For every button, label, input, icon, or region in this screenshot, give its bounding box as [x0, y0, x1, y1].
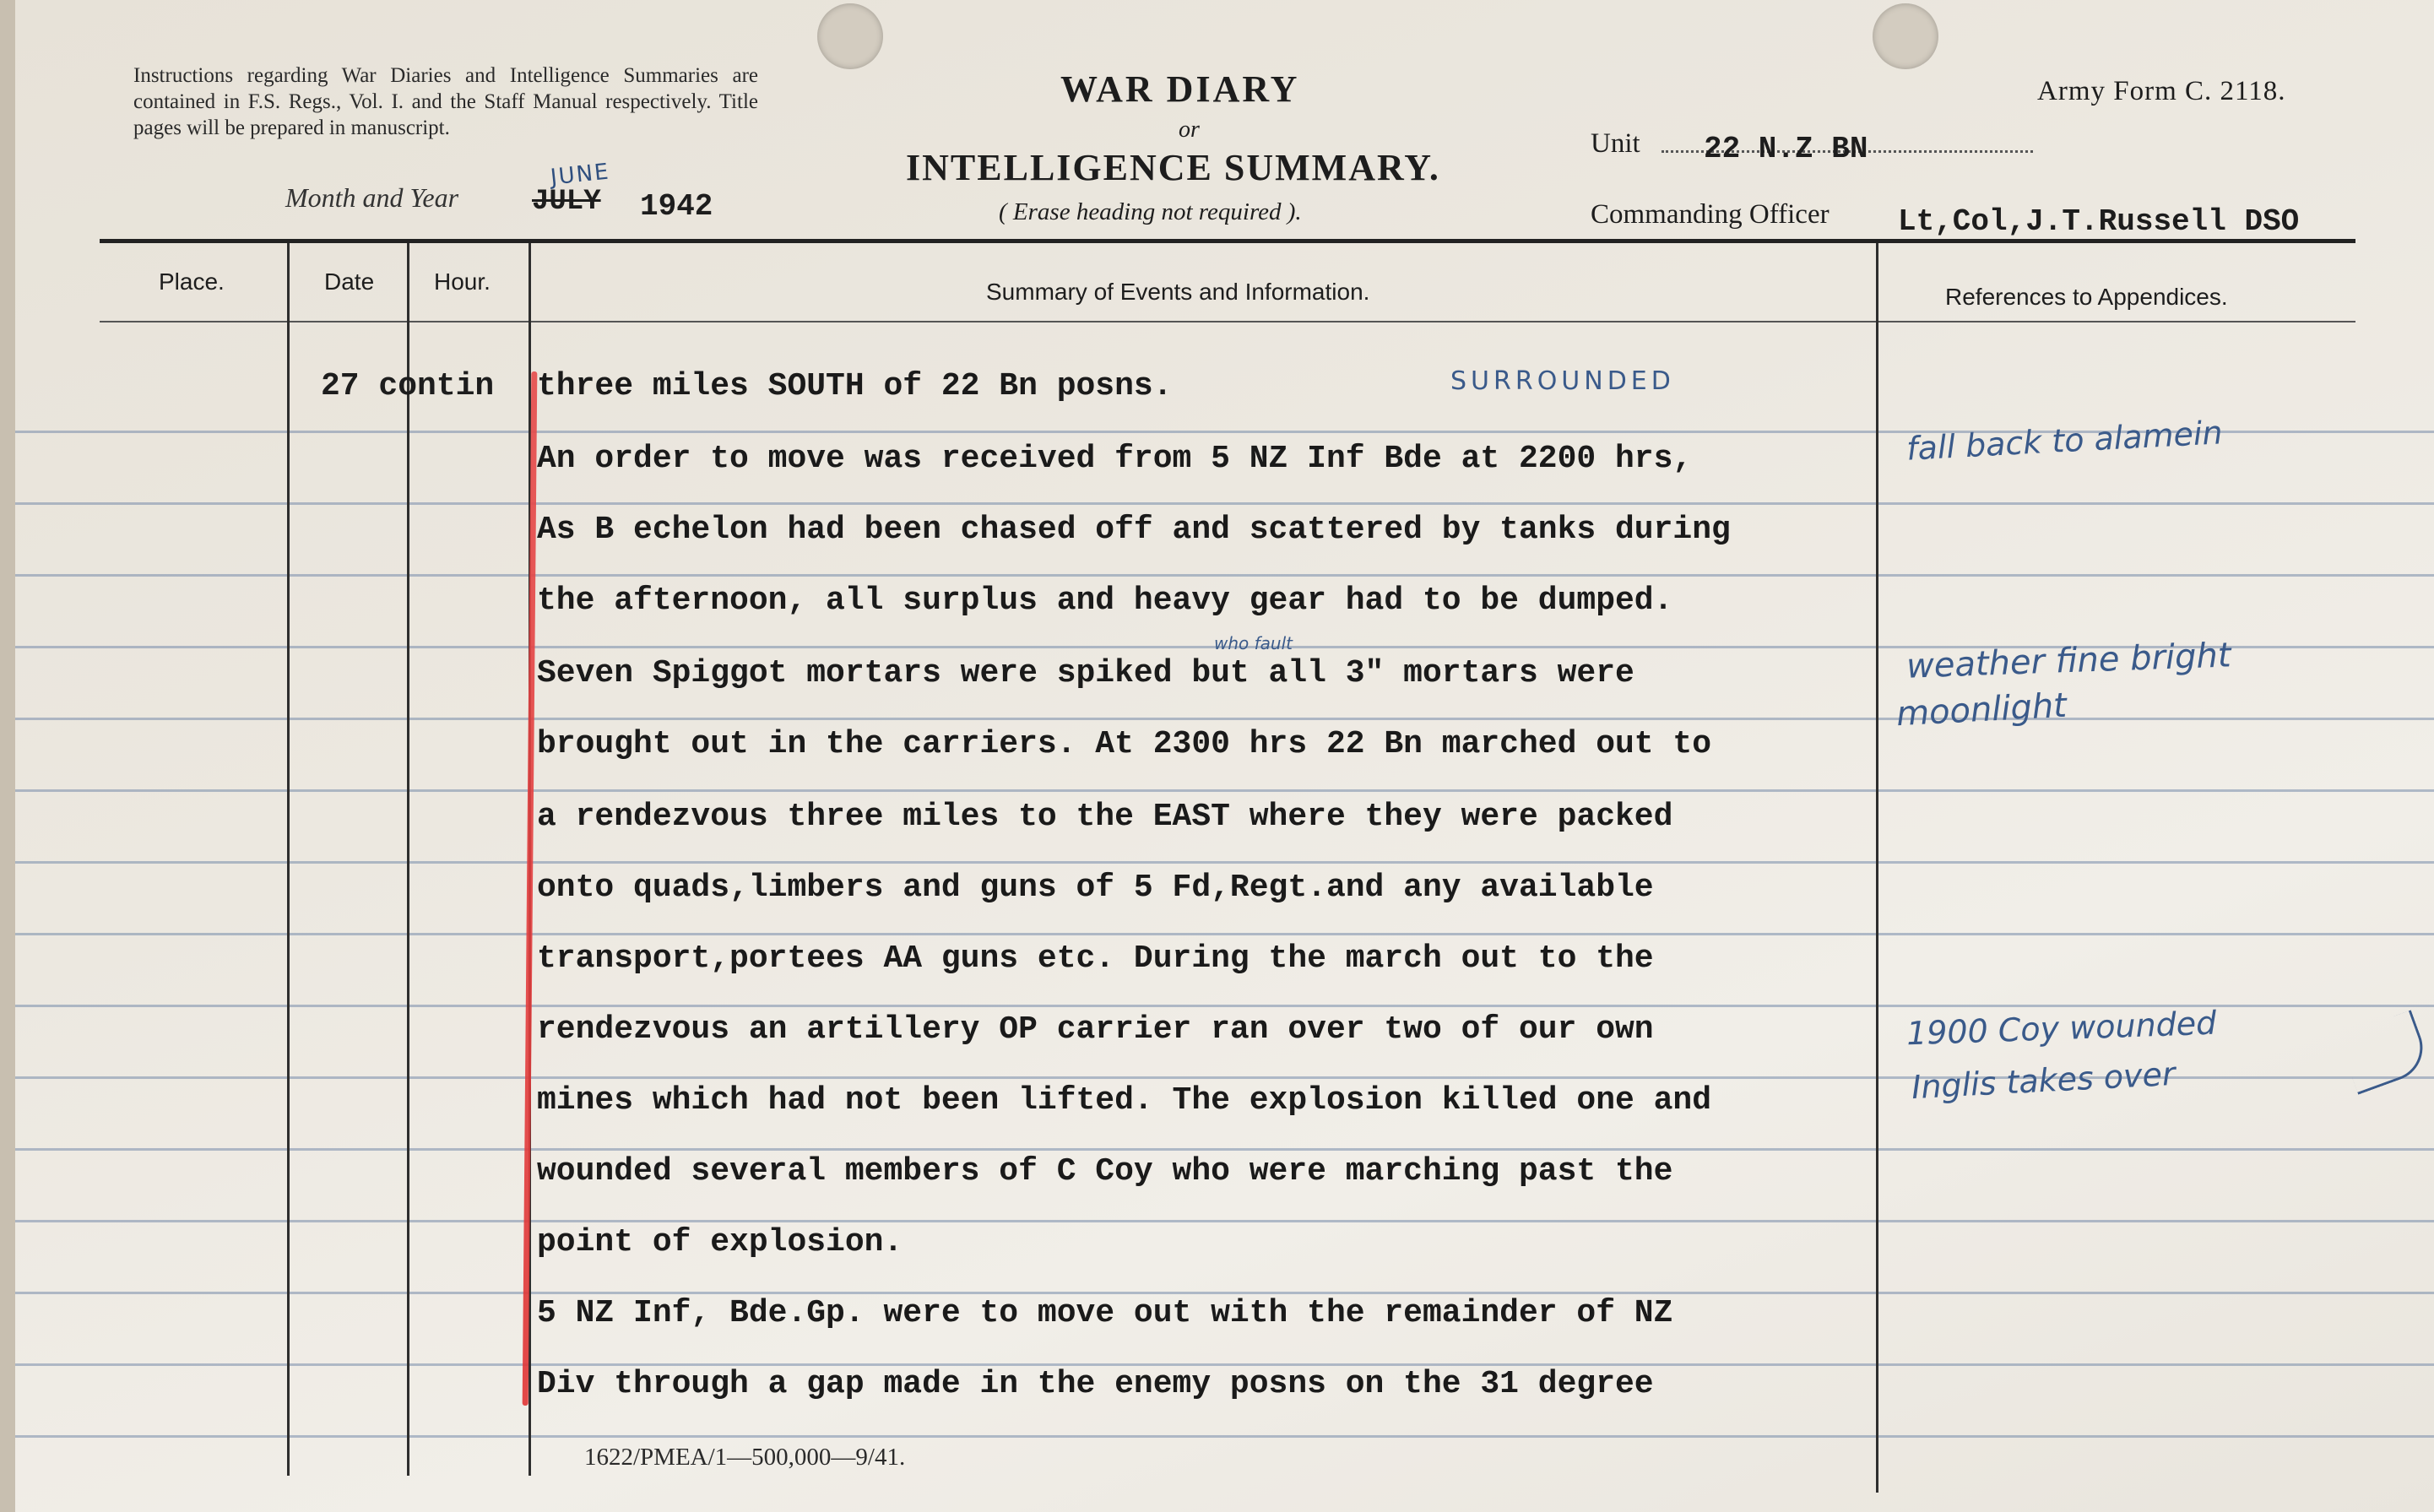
page-left-edge [0, 0, 15, 1512]
header-bottom-rule [100, 321, 2355, 322]
handwritten-month: JUNE [549, 159, 611, 191]
summary-line: three miles SOUTH of 22 Bn posns. [537, 368, 1173, 404]
date-entry: 27 contin [321, 368, 495, 404]
erase-note: ( Erase heading not required ). [999, 198, 1302, 225]
unit-value: 22 N.Z BN [1704, 132, 1868, 166]
summary-line: point of explosion. [537, 1224, 903, 1260]
year-value: 1942 [640, 189, 713, 224]
header-top-rule [100, 239, 2355, 243]
summary-line: rendezvous an artillery OP carrier ran over two of our own [537, 1011, 1654, 1048]
instructions-text: Instructions regarding War Diaries and Intelligence Summaries are contained in F.S. Regs., Vol. I. and the Staff Manual respectively. Title pages will be prepared in manuscript. [133, 64, 758, 139]
summary-line: onto quads,limbers and guns of 5 Fd,Regt.and any available [537, 870, 1654, 906]
title-or: or [1179, 117, 1200, 143]
summary-line: a rendezvous three miles to the EAST where they were packed [537, 799, 1673, 835]
summary-line: As B echelon had been chased off and scattered by tanks during [537, 512, 1731, 548]
handwritten-note: fall back to alamein [1905, 414, 2224, 468]
column-divider [287, 243, 290, 1476]
title-intelligence-summary: INTELLIGENCE SUMMARY. [906, 147, 1440, 188]
war-diary-page [15, 0, 2434, 1512]
army-form-number: Army Form C. 2118. [2037, 76, 2286, 106]
summary-line: the afternoon, all surplus and heavy gear had to be dumped. [537, 583, 1673, 619]
punch-hole [1873, 3, 1938, 69]
handwritten-note: weather fine bright [1905, 636, 2232, 686]
month-year-label: Month and Year [285, 182, 459, 213]
summary-line: 5 NZ Inf, Bde.Gp. were to move out with the remainder of NZ [537, 1295, 1673, 1331]
handwritten-note: 1900 Coy wounded [1905, 1004, 2217, 1053]
commanding-officer-value: Lt,Col,J.T.Russell DSO [1898, 204, 2300, 239]
summary-line: brought out in the carriers. At 2300 hrs 22 Bn marched out to [537, 726, 1712, 762]
handwritten-surrounded: SURROUNDED [1450, 366, 1675, 396]
summary-line: transport,portees AA guns etc. During the march out to the [537, 940, 1654, 977]
summary-line: An order to move was received from 5 NZ Inf Bde at 2200 hrs, [537, 441, 1693, 477]
column-header-date: Date [324, 268, 375, 295]
struck-month: JULY [532, 186, 601, 218]
summary-line: wounded several members of C Coy who were marching past the [537, 1153, 1673, 1190]
title-war-diary: WAR DIARY [1060, 68, 1300, 110]
handwritten-note: Inglis takes over [1911, 1054, 2177, 1107]
column-header-hour: Hour. [434, 268, 491, 295]
summary-line: Div through a gap made in the enemy posns on the 31 degree [537, 1366, 1654, 1402]
handwritten-note: moonlight [1895, 686, 2068, 734]
unit-label: Unit [1591, 128, 1640, 159]
column-header-references: References to Appendices. [1945, 284, 2228, 310]
summary-line: Seven Spiggot mortars were spiked but all 3" mortars were [537, 655, 1634, 691]
column-header-place: Place. [159, 268, 225, 295]
handwritten-insert: who fault [1214, 633, 1293, 653]
form-print-code: 1622/PMEA/1—500,000—9/41. [584, 1444, 906, 1471]
punch-hole [817, 3, 883, 69]
commanding-officer-label: Commanding Officer [1591, 199, 1830, 230]
column-header-summary: Summary of Events and Information. [986, 279, 1370, 305]
column-divider [407, 243, 409, 1476]
column-divider [1876, 243, 1878, 1493]
summary-line: mines which had not been lifted. The explosion killed one and [537, 1082, 1712, 1119]
handwritten-squiggle [2337, 1010, 2431, 1094]
